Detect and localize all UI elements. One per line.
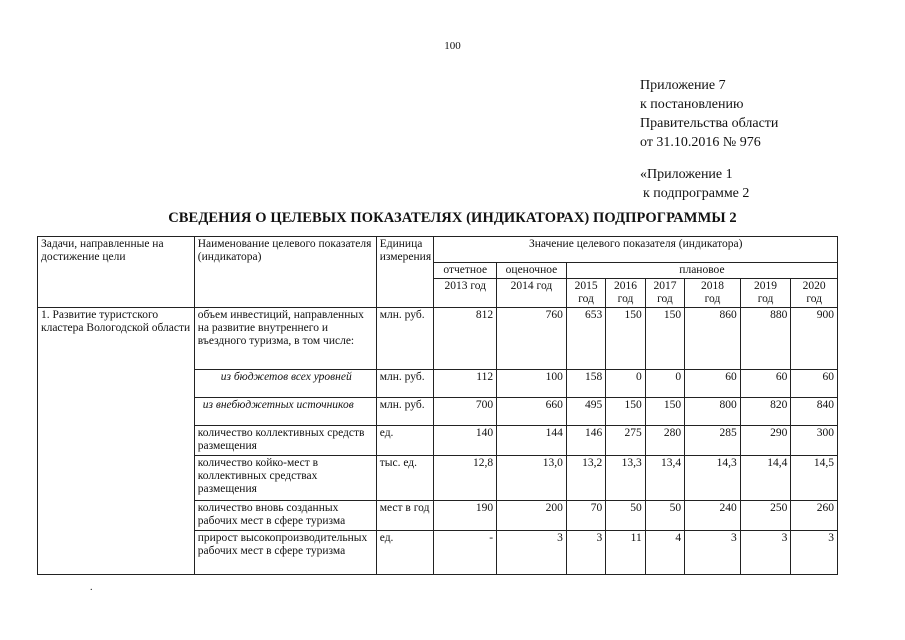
header-estimated-year: 2014 год (497, 279, 567, 308)
value-cell: 860 (685, 308, 741, 370)
value-cell: 660 (497, 398, 567, 426)
indicator-name: объем инвестиций, направленных на развитие внутреннего и въездного туризма, в том числе: (194, 308, 376, 370)
value-cell: 60 (791, 370, 838, 398)
value-cell: 900 (791, 308, 838, 370)
header-year (791, 279, 838, 308)
value-cell: 200 (497, 501, 567, 531)
value-cell: 3 (685, 531, 741, 575)
header-year (606, 279, 645, 308)
indicator-unit: ед. (376, 426, 434, 456)
value-cell: 50 (645, 501, 684, 531)
header-unit: Единица измерения (376, 237, 434, 308)
appendix-line: от 31.10.2016 № 976 (640, 135, 761, 150)
value-cell: 14,4 (740, 456, 791, 501)
value-cell: 146 (566, 426, 605, 456)
appendix-line: к постановлению (640, 97, 744, 112)
value-cell: 100 (497, 370, 567, 398)
value-cell: 14,3 (685, 456, 741, 501)
value-cell: 300 (791, 426, 838, 456)
appendix-line: Приложение 7 (640, 78, 726, 93)
indicator-unit: млн. руб. (376, 308, 434, 370)
value-cell: 3 (740, 531, 791, 575)
value-cell: 3 (791, 531, 838, 575)
value-cell: 240 (685, 501, 741, 531)
value-cell: 260 (791, 501, 838, 531)
year-suffix: год (704, 293, 721, 305)
task-cell: 1. Развитие туристского кластера Вологодской области (38, 308, 195, 575)
header-year (645, 279, 684, 308)
header-reported: отчетное (434, 263, 497, 279)
indicator-name: из бюджетов всех уровней (194, 370, 376, 398)
value-cell: 11 (606, 531, 645, 575)
value-cell: 14,5 (791, 456, 838, 501)
year-number: 2019 (754, 280, 778, 292)
value-cell: 190 (434, 501, 497, 531)
value-cell: 653 (566, 308, 605, 370)
year-number: 2016 (614, 280, 637, 292)
indicator-name: количество вновь созданных рабочих мест в сфере туризма (194, 501, 376, 531)
value-cell: 13,4 (645, 456, 684, 501)
value-cell: 150 (606, 308, 645, 370)
indicator-name: количество койко-мест в коллективных средствах размещения (194, 456, 376, 501)
value-cell: 700 (434, 398, 497, 426)
value-cell: 290 (740, 426, 791, 456)
value-cell: 144 (497, 426, 567, 456)
appendix-subprogram-line: «Приложение 1 (640, 167, 733, 182)
year-suffix: год (657, 293, 673, 305)
header-year (566, 279, 605, 308)
indicator-name: прирост высокопроизводительных рабочих мест в сфере туризма (194, 531, 376, 575)
value-cell: 760 (497, 308, 567, 370)
value-cell: 880 (740, 308, 791, 370)
value-cell: 150 (645, 398, 684, 426)
value-cell: 12,8 (434, 456, 497, 501)
year-suffix: год (806, 293, 823, 305)
value-cell: 812 (434, 308, 497, 370)
appendix-block (640, 76, 778, 152)
indicators-table (37, 236, 838, 575)
value-cell: 13,2 (566, 456, 605, 501)
value-cell: 13,3 (606, 456, 645, 501)
value-cell: 495 (566, 398, 605, 426)
value-cell: 4 (645, 531, 684, 575)
value-cell: 285 (685, 426, 741, 456)
value-cell: 150 (645, 308, 684, 370)
appendix-subprogram-line: к подпрограмме 2 (643, 186, 750, 201)
header-year (740, 279, 791, 308)
document-title: СВЕДЕНИЯ О ЦЕЛЕВЫХ ПОКАЗАТЕЛЯХ (ИНДИКАТОРАХ) ПОДПРОГРАММЫ 2 (168, 210, 737, 226)
indicator-unit: млн. руб. (376, 398, 434, 426)
value-cell: - (434, 531, 497, 575)
year-suffix: год (757, 293, 774, 305)
year-suffix: год (578, 293, 594, 305)
indicator-name: из внебюджетных источников (194, 398, 376, 426)
value-cell: 820 (740, 398, 791, 426)
appendix-subprogram-block (640, 165, 749, 203)
value-cell: 140 (434, 426, 497, 456)
header-tasks: Задачи, направленные на достижение цели (38, 237, 195, 308)
year-number: 2018 (700, 280, 724, 292)
appendix-line: Правительства области (640, 116, 779, 131)
value-cell: 150 (606, 398, 645, 426)
header-year (685, 279, 741, 308)
value-cell: 70 (566, 501, 605, 531)
value-cell: 800 (685, 398, 741, 426)
year-suffix: год (617, 293, 634, 305)
scan-mark: . (90, 582, 93, 593)
indicator-unit: тыс. ед. (376, 456, 434, 501)
value-cell: 0 (606, 370, 645, 398)
value-cell: 60 (740, 370, 791, 398)
value-cell: 3 (497, 531, 567, 575)
value-cell: 3 (566, 531, 605, 575)
header-estimated: оценочное (497, 263, 567, 279)
header-value-group: Значение целевого показателя (индикатора) (434, 237, 838, 263)
header-reported-year: 2013 год (434, 279, 497, 308)
page-number: 100 (444, 40, 461, 52)
header-indicator: Наименование целевого показателя (индикатора) (194, 237, 376, 308)
value-cell: 280 (645, 426, 684, 456)
value-cell: 250 (740, 501, 791, 531)
value-cell: 60 (685, 370, 741, 398)
indicator-unit: млн. руб. (376, 370, 434, 398)
value-cell: 158 (566, 370, 605, 398)
indicator-unit: мест в год (376, 501, 434, 531)
value-cell: 112 (434, 370, 497, 398)
year-number: 2020 (802, 280, 826, 292)
value-cell: 13,0 (497, 456, 567, 501)
value-cell: 840 (791, 398, 838, 426)
indicator-name: количество коллективных средств размещения (194, 426, 376, 456)
value-cell: 275 (606, 426, 645, 456)
header-planned: плановое (566, 263, 837, 279)
value-cell: 0 (645, 370, 684, 398)
year-number: 2017 (653, 280, 677, 292)
year-number: 2015 (574, 280, 598, 292)
value-cell: 50 (606, 501, 645, 531)
indicator-unit: ед. (376, 531, 434, 575)
